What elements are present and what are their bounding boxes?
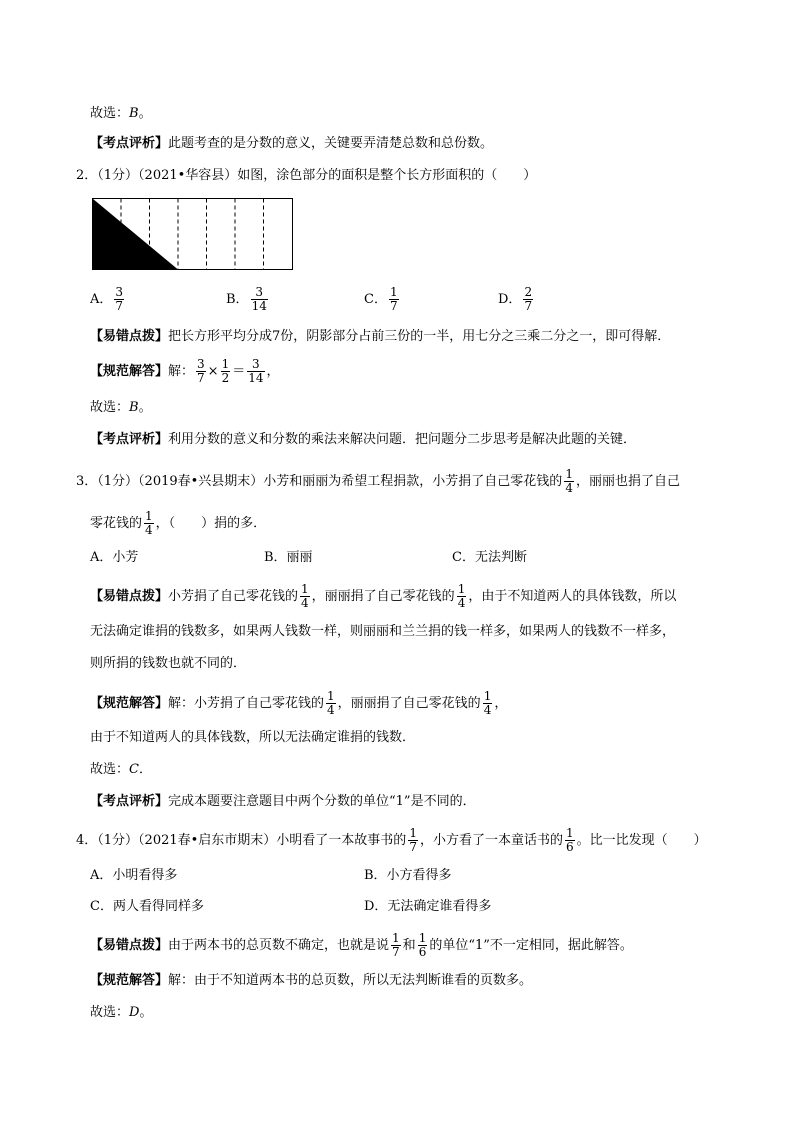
q3-option-c[interactable]: C．无法判断 <box>452 550 527 565</box>
hint-tag: 【易错点拨】 <box>90 329 169 344</box>
question-number: 2． <box>76 168 98 183</box>
solution-tag: 【规范解答】 <box>90 364 169 379</box>
fraction: $\frac{1}{7}$ <box>409 826 417 854</box>
q4-solution: 【规范解答】解：由于不知道两本书的总页数，所以无法判断谁看的页数多。 <box>90 973 533 988</box>
hint-tag: 【易错点拨】 <box>90 589 169 604</box>
q2-answer: 故选：B。 <box>90 400 152 415</box>
question-number: 4． <box>76 833 98 848</box>
fraction: $\frac{3}{14}$ <box>248 357 264 385</box>
question-number: 3． <box>76 474 98 489</box>
hint-tag: 【易错点拨】 <box>90 938 169 953</box>
q2-hint: 【易错点拨】把长方形平均分成7份，阴影部分占前三份的一半，用七分之三乘二分之一，即可得解． <box>90 329 671 344</box>
q2-solution: 【规范解答】解： $\frac{3}{7}$ × $\frac{1}{2}$ ＝ $\frac{3}{14}$ ， <box>90 357 280 385</box>
q3-answer: 故选：C． <box>90 762 152 777</box>
q1-analysis: 【考点评析】此题考查的是分数的意义，关键要弄清楚总数和总份数。 <box>90 136 494 151</box>
q3-option-b[interactable]: B．丽丽 <box>264 550 313 565</box>
fraction: $\frac{1}{4}$ <box>145 509 153 537</box>
analysis-tag: 【考点评析】 <box>90 794 169 809</box>
q2-stem: 2．（1分）（2021•华容县）如图，涂色部分的面积是整个长方形面积的（ ） <box>76 168 537 183</box>
q3-stem-line1: 3．（1分）（2019春•兴县期末）小芳和丽丽为希望工程捐款，小芳捐了自己零花钱的 $\frac{1}{4}$ ，丽丽也捐了自己 <box>76 467 680 495</box>
q1-answer-letter: B <box>129 106 139 121</box>
q1-answer: 故选：B。 <box>90 106 152 121</box>
q2-option-b[interactable]: B． $\frac{3}{14}$ <box>226 285 267 313</box>
q3-hint-line1: 【易错点拨】小芳捐了自己零花钱的 $\frac{1}{4}$ ，丽丽捐了自己零花钱的 $\frac{1}{4}$ ，由于不知道两人的具体钱数，所以 <box>90 582 677 610</box>
q4-stem: 4．（1分）（2021春•启东市期末）小明看了一本故事书的 $\frac{1}{7}$ ，小方看了一本童话书的 $\frac{1}{6}$ 。比一比发现（ ） <box>76 826 707 854</box>
analysis-tag: 【考点评析】 <box>90 136 169 151</box>
q3-hint-line3: 则所捐的钱数也就不同的． <box>90 656 247 671</box>
q2-option-d[interactable]: D． $\frac{2}{7}$ <box>498 285 533 313</box>
q3-answer-letter: C <box>129 762 139 777</box>
fraction: $\frac{3}{14}$ <box>251 285 267 313</box>
q3-option-a[interactable]: A．小芳 <box>90 550 139 565</box>
q4-answer-letter: D <box>129 1005 140 1020</box>
q4-option-b[interactable]: B．小方看得多 <box>364 868 452 883</box>
fraction: $\frac{1}{7}$ <box>389 285 398 313</box>
q2-rectangle-figure <box>92 198 294 271</box>
q3-analysis: 【考点评析】完成本题要注意题目中两个分数的单位“1”是不同的． <box>90 794 476 809</box>
fraction: $\frac{1}{4}$ <box>483 689 492 717</box>
fraction: $\frac{3}{7}$ <box>197 357 205 385</box>
fraction: $\frac{2}{7}$ <box>524 285 533 313</box>
q3-hint-line2: 无法确定谁捐的钱数多，如果两人钱数一样，则丽丽和兰兰捐的钱一样多，如果两人的钱数不一样多， <box>90 624 676 639</box>
q4-option-d[interactable]: D．无法确定谁看得多 <box>364 899 492 914</box>
q4-option-c[interactable]: C．两人看得同样多 <box>90 899 204 914</box>
analysis-tag: 【考点评析】 <box>90 432 169 447</box>
q3-stem-line2: 零花钱的 $\frac{1}{4}$ ，（ ）捐的多． <box>90 509 267 537</box>
q3-solution-line1: 【规范解答】解：小芳捐了自己零花钱的 $\frac{1}{4}$ ，丽丽捐了自己零花钱的 $\frac{1}{4}$ ， <box>90 689 508 717</box>
q4-hint: 【易错点拨】由于两本书的总页数不确定，也就是说 $\frac{1}{7}$ 和 $\frac{1}{6}$ 的单位“1”不一定相同，据此解答。 <box>90 931 633 959</box>
fraction: $\frac{1}{2}$ <box>221 357 230 385</box>
fraction: $\frac{1}{4}$ <box>327 689 335 717</box>
fraction: $\frac{1}{7}$ <box>392 931 400 959</box>
fraction: $\frac{1}{4}$ <box>565 467 573 495</box>
q2-option-a[interactable]: A． $\frac{3}{7}$ <box>90 285 124 313</box>
fraction: $\frac{3}{7}$ <box>115 285 124 313</box>
fraction: $\frac{1}{4}$ <box>301 582 309 610</box>
q4-answer: 故选：D。 <box>90 1005 153 1020</box>
fraction: $\frac{1}{6}$ <box>565 826 574 854</box>
solution-tag: 【规范解答】 <box>90 696 169 711</box>
q3-solution-line2: 由于不知道两人的具体钱数，所以无法确定谁捐的钱数． <box>90 730 416 745</box>
q2-option-c[interactable]: C． $\frac{1}{7}$ <box>364 285 398 313</box>
solution-tag: 【规范解答】 <box>90 973 169 988</box>
q4-option-a[interactable]: A．小明看得多 <box>90 868 178 883</box>
q2-analysis: 【考点评析】利用分数的意义和分数的乘法来解决问题．把问题分二步思考是解决此题的关键． <box>90 432 637 447</box>
fraction: $\frac{1}{6}$ <box>418 931 427 959</box>
q2-answer-letter: B <box>129 400 139 415</box>
fraction: $\frac{1}{4}$ <box>457 582 466 610</box>
